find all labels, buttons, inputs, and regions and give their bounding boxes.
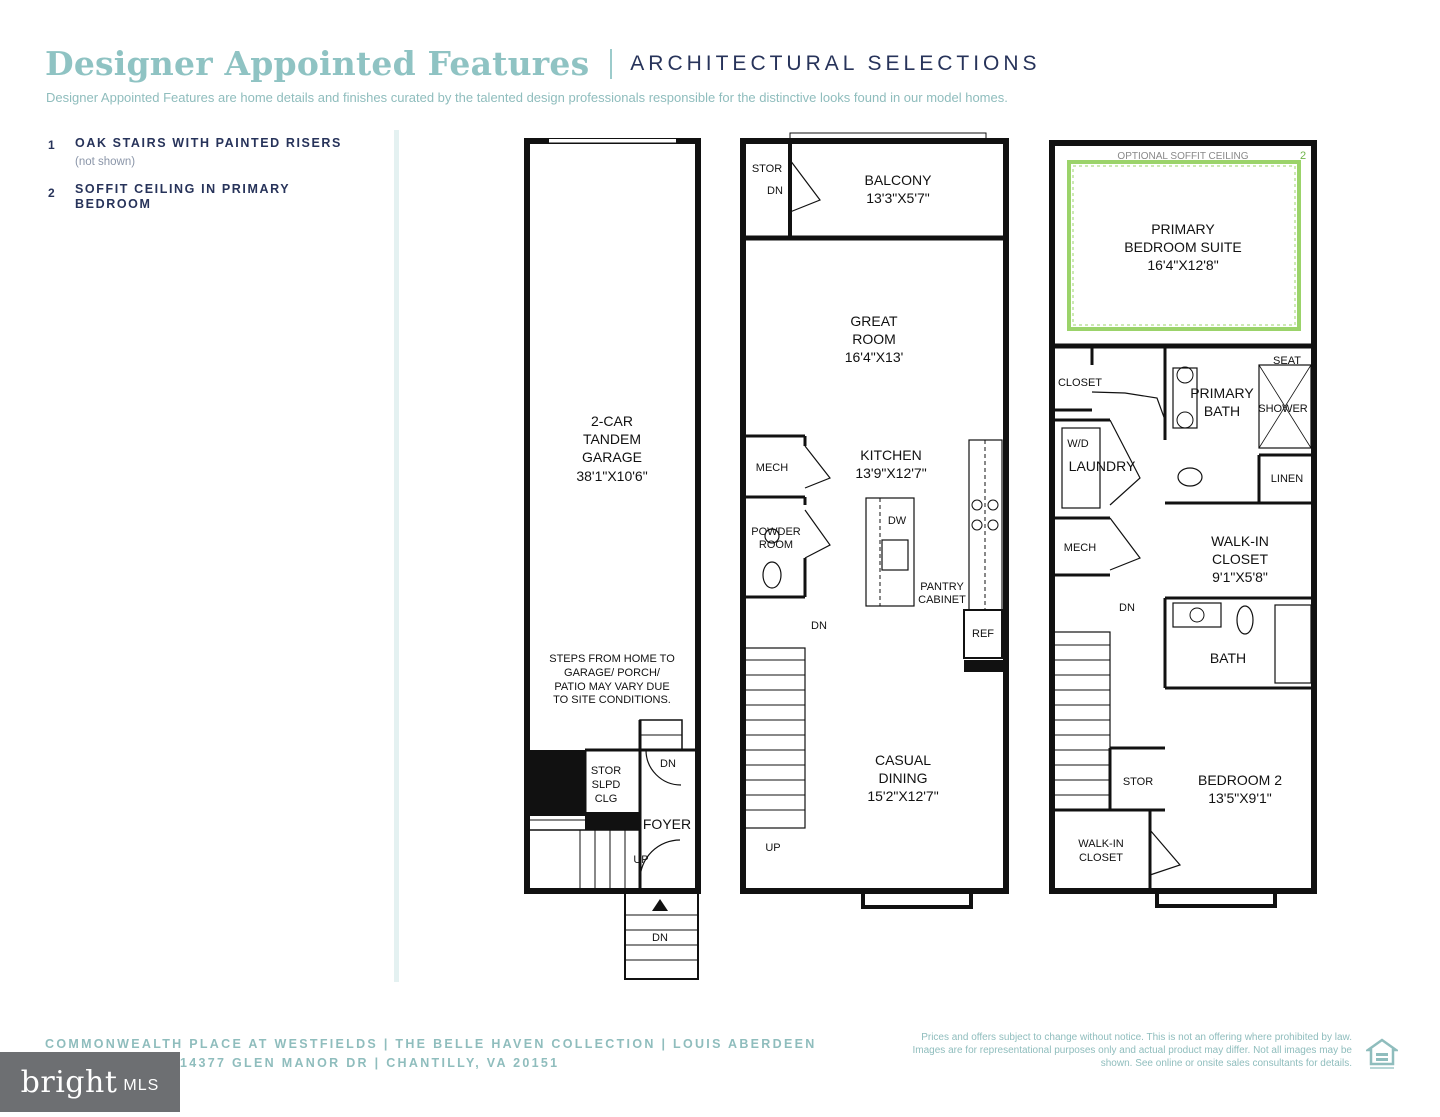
feature-number: 1: [48, 138, 55, 152]
bath-label: BATH: [1209, 650, 1247, 666]
ground-floor-plan: [527, 141, 698, 979]
shower-seat-label: SEAT: [1273, 355, 1301, 367]
laundry-label: LAUNDRY: [1068, 458, 1136, 474]
bedroom-2-label: BEDROOM 2: [1197, 772, 1283, 788]
walk-in-closet-2-label: CLOSET: [1078, 852, 1124, 864]
walk-in-closet-2-label: WALK-IN: [1078, 838, 1124, 850]
stair-up-label: UP: [633, 854, 649, 866]
community-footer: COMMONWEALTH PLACE AT WESTFIELDS | THE BELLE HAVEN COLLECTION | LOUIS ABERDEEN: [45, 1037, 817, 1051]
mls-logo-text: MLS: [123, 1077, 160, 1094]
mech-label: MECH: [1063, 542, 1097, 554]
intro-text: Designer Appointed Features are home details and finishes curated by the talented design professionals responsible for the distinctive looks found in our model homes.: [46, 90, 1008, 105]
steps-note: TO SITE CONDITIONS.: [553, 694, 671, 706]
walk-in-closet-label: WALK-IN: [1211, 533, 1269, 549]
ground-floor-labels: [549, 413, 691, 944]
stair-down-label: DN: [767, 185, 783, 197]
primary-bedroom-dimensions: 16'4"X12'8": [1147, 257, 1219, 273]
casual-dining-label: CASUAL: [874, 752, 932, 768]
primary-bath-label: BATH: [1203, 403, 1241, 419]
equal-housing-icon: [1366, 1038, 1398, 1072]
storage-label: STOR: [751, 163, 783, 175]
powder-room-label: ROOM: [758, 539, 794, 551]
page-subtitle: ARCHITECTURAL SELECTIONS: [630, 51, 1041, 75]
balcony-label: BALCONY: [864, 172, 932, 188]
steps-note: PATIO MAY VARY DUE: [554, 681, 670, 693]
steps-note: GARAGE/ PORCH/: [564, 667, 660, 679]
feature-label: OAK STAIRS WITH PAINTED RISERS: [75, 136, 342, 150]
address-footer: 14377 GLEN MANOR DR | CHANTILLY, VA 20151: [180, 1056, 560, 1070]
bedroom-2-dimensions: 13'5"X9'1": [1208, 790, 1272, 806]
bright-logo-text: bright: [20, 1064, 118, 1100]
garage-label: GARAGE: [582, 449, 642, 465]
storage-label: CLG: [594, 793, 618, 805]
washer-dryer-label: W/D: [1067, 438, 1089, 450]
walk-in-closet-dimensions: 9'1"X5'8": [1212, 569, 1268, 585]
powder-room-label: POWDER: [751, 526, 801, 538]
storage-label: STOR: [590, 765, 622, 777]
feature-label: SOFFIT CEILING IN PRIMARY BEDROOM: [75, 182, 291, 211]
stair-down-label: DN: [660, 758, 676, 770]
stair-down-label: DN: [652, 932, 668, 944]
feature-note: (not shown): [75, 156, 136, 168]
foyer-label: FOYER: [642, 816, 692, 832]
storage-label: STOR: [1122, 776, 1154, 788]
primary-bedroom-label: BEDROOM SUITE: [1124, 239, 1242, 255]
soffit-callout-number: 2: [1299, 150, 1307, 162]
garage-dimensions: 38'1"X10'6": [576, 468, 648, 484]
garage-label: 2-CAR: [590, 413, 634, 429]
balcony-dimensions: 13'3"X5'7": [866, 190, 930, 206]
great-room-dimensions: 16'4"X13': [844, 349, 904, 365]
upper-floor-labels: [1058, 150, 1308, 864]
kitchen-dimensions: 13'9"X12'7": [855, 465, 927, 481]
kitchen-label: KITCHEN: [860, 447, 922, 463]
stair-up-label: UP: [765, 842, 781, 854]
linen-label: LINEN: [1270, 473, 1304, 485]
disclaimer-text: Prices and offers subject to change without notice. This is not an offering where prohibited by law. Images are for representational purposes only and actual product may differ. Not all images may be shown. See online or onsite sales consultants for details.: [912, 1032, 1352, 1069]
garage-label: TANDEM: [582, 431, 642, 447]
pantry-label: PANTRY: [920, 581, 964, 593]
bright-mls-badge: [0, 1052, 180, 1112]
page-title: Designer Appointed Features: [45, 44, 590, 83]
walk-in-closet-label: CLOSET: [1211, 551, 1269, 567]
steps-note: STEPS FROM HOME TO: [549, 653, 675, 665]
stair-down-label: DN: [811, 620, 827, 632]
feature-number: 2: [48, 186, 55, 200]
great-room-label: GREAT: [850, 313, 898, 329]
dishwasher-label: DW: [887, 515, 907, 527]
mech-label: MECH: [755, 462, 789, 474]
casual-dining-dimensions: 15'2"X12'7": [867, 788, 939, 804]
refrigerator-label: REF: [972, 628, 994, 640]
pantry-label: CABINET: [918, 594, 966, 606]
primary-bedroom-label: PRIMARY: [1151, 221, 1215, 237]
closet-label: CLOSET: [1057, 377, 1103, 389]
stair-down-label: DN: [1119, 602, 1135, 614]
casual-dining-label: DINING: [878, 770, 928, 786]
storage-label: SLPD: [591, 779, 621, 791]
shower-label: SHOWER: [1258, 403, 1308, 415]
soffit-label: OPTIONAL SOFFIT CEILING: [1117, 151, 1249, 162]
primary-bath-label: PRIMARY: [1190, 385, 1254, 401]
great-room-label: ROOM: [852, 331, 896, 347]
